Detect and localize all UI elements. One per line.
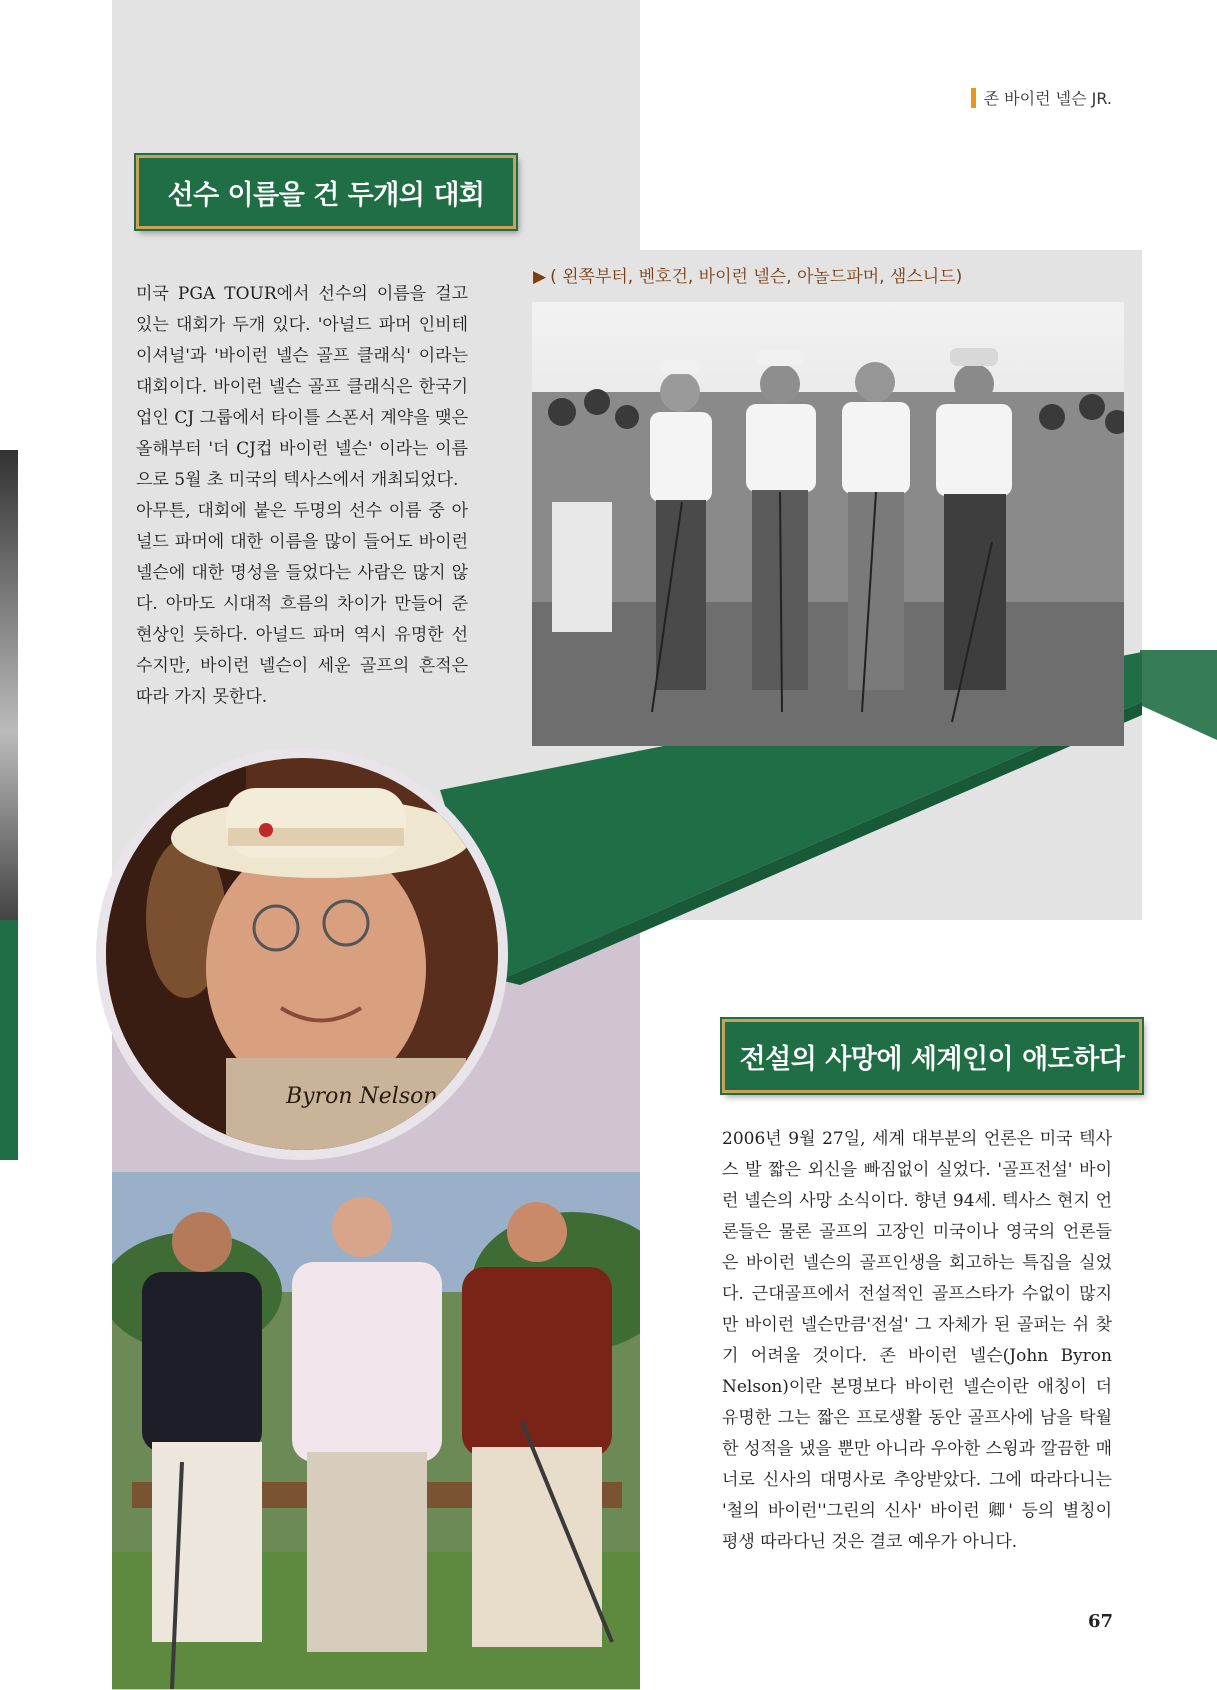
portrait-signature: Byron Nelson — [286, 1084, 438, 1109]
page-number: 67 — [1087, 1611, 1113, 1632]
section1-paragraph1: 미국 PGA TOUR에서 선수의 이름을 걸고 있는 대회가 두개 있다. '아널드 파머 인비테이셔널'과 '바이런 넬슨 골프 클래식' 이라는 대회이다. 바이런 넬슨 골프 클래식은 한국기업인 CJ 그룹에서 타이틀 스폰서 계약을 맺은 올해부터 '더 CJ컵 바이런 넬슨' 이라는 이름으로 5월 초 미국의 텍사스에서 개최되었다. — [136, 284, 468, 490]
four-golfers-photo — [532, 302, 1124, 746]
section2-body: 2006년 9월 27일, 세계 대부분의 언론은 미국 텍사스 발 짧은 외신을 빠짐없이 실었다. '골프전설' 바이런 넬슨의 사망 소식이다. 향년 94세. 텍사스 현지 언론들은 물론 골프의 고장인 미국이나 영국의 언론들은 바이런 넬슨의 골프인생을 회고하는 특집을 실었다. 근대골프에서 전설적인 골프스타가 수없이 많지만 바이런 넬슨만큼'전설' 그 자체가 된 골퍼는 쉬 찾기 어려울 것이다. 존 바이런 넬슨(John Byron Nelson)이란 본명보다 바이런 넬슨이란 애칭이 더 유명한 그는 짧은 프로생활 동안 골프사에 남을 탁월한 성적을 냈을 뿐만 아니라 우아한 스윙과 깔끔한 매너로 신사의 대명사로 추앙받았다. 그에 따라다니는 '철의 바이런''그린의 신사' 바이런 卿' 등의 별칭이 평생 따라다닌 것은 결코 예우가 아니다. — [722, 1129, 1112, 1552]
caption-text: ( 왼쪽부터, 벤호건, 바이런 넬슨, 아놀드파머, 샘스니드) — [550, 267, 963, 287]
photo-caption — [533, 262, 962, 287]
section1-body — [136, 279, 468, 713]
caption-arrow-icon: ▶ — [533, 267, 547, 287]
section2-title: 전설의 사망에 세계인이 애도하다 — [722, 1019, 1142, 1093]
running-header — [971, 86, 1112, 109]
byron-nelson-portrait — [96, 748, 508, 1160]
running-header-text: 존 바이런 넬슨 JR. — [983, 89, 1112, 108]
section1-paragraph2: 아무튼, 대회에 붙은 두명의 선수 이름 중 아널드 파머에 대한 이름을 많이 들어도 바이런 넬슨에 대한 명성을 들었다는 사람은 많지 않다. 아마도 시대적 흐름의 차이가 만들어 준 현상인 듯하다. 아널드 파머 역시 유명한 선수지만, 바이런 넬슨이 세운 골프의 흔적은 따라 가지 못한다. — [136, 501, 468, 707]
section1-title: 선수 이름을 건 두개의 대회 — [136, 155, 516, 229]
three-golfers-photo — [112, 1172, 640, 1689]
header-accent-bar — [971, 88, 976, 108]
